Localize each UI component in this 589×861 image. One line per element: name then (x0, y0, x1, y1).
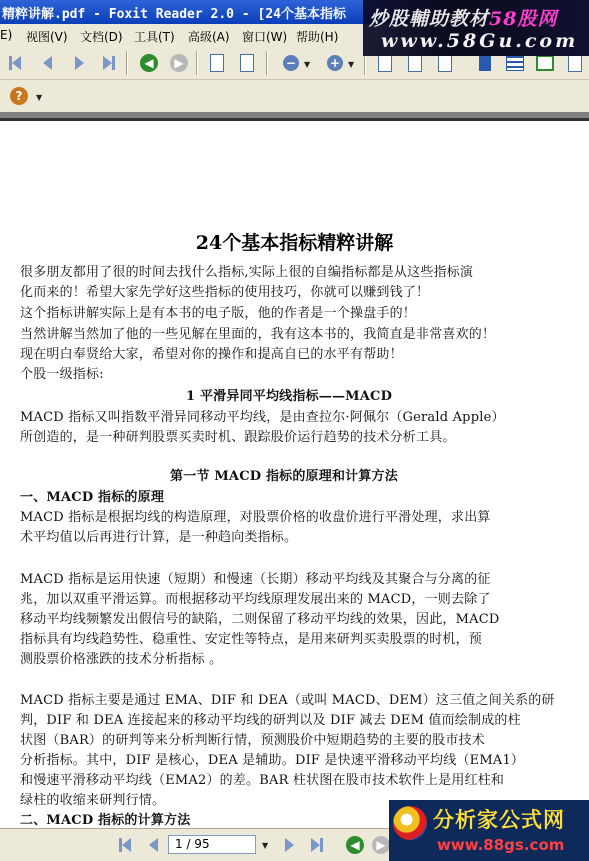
copy-page-icon[interactable] (236, 52, 258, 74)
intro-line: 现在明白奉贤给大家，希望对你的操作和提高自已的水平有帮助！ (20, 347, 403, 362)
watermark-bottom (389, 800, 589, 861)
paragraph-line: 术平均值以后再进行计算，是一种趋向类指标。 (20, 530, 298, 545)
chevron-down-icon[interactable]: ▼ (262, 841, 269, 850)
chevron-down-icon[interactable]: ▼ (348, 60, 355, 69)
next-page-icon[interactable] (68, 52, 90, 74)
watermark-bottom-text: 分析家公式网 (433, 808, 565, 832)
chevron-down-icon[interactable]: ▼ (36, 93, 43, 102)
watermark-top-text (369, 4, 557, 31)
page-number-input[interactable]: 1 / 95 (168, 835, 256, 854)
window-title: 精粹讲解.pdf - Foxit Reader 2.0 - [24个基本指标 (2, 7, 346, 22)
intro-line: 这个指标讲解实际上是有本书的电子版，他的作者是一个操盘手的！ (20, 306, 417, 321)
zoom-out-icon[interactable]: − (280, 52, 302, 74)
paragraph-line: 测股票价格涨跌的技术分析指标 。 (20, 652, 223, 667)
paragraph-line: MACD 指标是根据均线的构造原理，对股票价格的收盘价进行平滑处理，求出算 (20, 510, 491, 525)
paragraph-line: MACD 指标主要是通过 EMA、DIF 和 DEA（或叫 MACD、DEM）这三值之间关系的研 (20, 693, 555, 708)
menu-window[interactable]: 窗口(W) (242, 30, 288, 44)
intro-line: 当然讲解当然加了他的一些见解在里面的，我有这本书的，我简直是非常喜欢的！ (20, 327, 496, 342)
menu-tools[interactable]: 工具(T) (134, 30, 175, 44)
paragraph-line: 绿柱的收缩来研判行情。 (20, 793, 166, 808)
next-page-icon[interactable] (278, 834, 300, 856)
paragraph-line: 兆，加以双重平滑运算。而根据移动平均线原理发展出来的 MACD，一则去除了 (20, 592, 491, 607)
toolbar-divider (196, 51, 198, 75)
toolbar-divider (126, 51, 128, 75)
pdf-page[interactable] (0, 118, 589, 828)
back-icon[interactable]: ◀ (344, 834, 366, 856)
zoom-in-icon[interactable]: + (324, 52, 346, 74)
chevron-down-icon[interactable]: ▼ (304, 60, 311, 69)
forward-icon[interactable]: ▶ (370, 834, 392, 856)
paragraph-line: 状图（BAR）的研判等来分析判断行情，预测股价中短期趋势的主要的股市技术 (20, 733, 485, 748)
intro-line: 化而来的！希望大家先学好这些指标的使用技巧，你就可以赚到钱了！ (20, 285, 430, 300)
watermark-logo-icon (393, 806, 427, 840)
section-heading: 1 平滑异同平均线指标——MACD (186, 389, 393, 404)
paragraph-line: 判，DIF 和 DEA 连接起来的移动平均线的研判以及 DIF 减去 DEM 值而绘制成的柱 (20, 713, 521, 728)
paragraph-line: 分析指标。其中，DIF 是核心，DEA 是辅助。DIF 是快速平滑移动平均线（EMA1） (20, 753, 525, 768)
watermark-top-text-a: 炒股輔助教材 (369, 8, 490, 30)
watermark-top (363, 0, 589, 56)
first-page-icon[interactable] (4, 52, 26, 74)
forward-icon[interactable]: ▶ (168, 52, 190, 74)
toolbar-secondary (0, 80, 589, 112)
paragraph-line: 和慢速平滑移动平均线（EMA2）的差。BAR 柱状图在股市技术软件上是用红柱和 (20, 773, 505, 788)
menu-advanced[interactable]: 高级(A) (188, 30, 230, 44)
intro-line: 很多朋友都用了很的时间去找什么指标,实际上很的自编指标都是从这些指标演 (20, 265, 474, 280)
watermark-top-text-b: 58股网 (489, 8, 558, 30)
paragraph-line: 移动平均线频繁发出假信号的缺陷，二则保留了移动平均线的效果，因此，MACD (20, 612, 500, 627)
prev-page-icon[interactable] (36, 52, 58, 74)
watermark-bottom-url: www.88gs.com (437, 836, 565, 854)
intro-line: 个股一级指标: (20, 367, 104, 382)
last-page-icon[interactable] (98, 52, 120, 74)
subsection-heading: 一、MACD 指标的原理 (20, 490, 165, 505)
document-title: 24个基本指标精粹讲解 (195, 232, 394, 254)
toolbar-divider (266, 51, 268, 75)
back-icon[interactable]: ◀ (138, 52, 160, 74)
paragraph-line: MACD 指标是运用快速（短期）和慢速（长期）移动平均线及其聚合与分离的征 (20, 572, 491, 587)
rotate-icon[interactable] (206, 52, 228, 74)
section-line: MACD 指标又叫指数平滑异同移动平均线，是由查拉尔·阿佩尔（Gerald Apple） (20, 410, 505, 425)
help-icon[interactable]: ? (8, 85, 30, 107)
watermark-top-url: www.58Gu.com (381, 30, 579, 52)
menu-edit[interactable]: E) (0, 28, 13, 42)
paragraph-line: 指标具有均线趋势性、稳重性、安定性等特点，是用来研判买卖股票的时机，预 (20, 632, 483, 647)
subsection-heading: 二、MACD 指标的计算方法 (20, 813, 191, 828)
chapter-heading: 第一节 MACD 指标的原理和计算方法 (170, 469, 398, 484)
menu-document[interactable]: 文档(D) (80, 30, 123, 44)
first-page-icon[interactable] (114, 834, 136, 856)
last-page-icon[interactable] (306, 834, 328, 856)
prev-page-icon[interactable] (142, 834, 164, 856)
menu-view[interactable]: 视图(V) (26, 30, 68, 44)
menu-help[interactable]: 帮助(H) (296, 30, 339, 44)
section-line: 所创造的，是一种研判股票买卖时机、跟踪股价运行趋势的技术分析工具。 (20, 430, 456, 445)
